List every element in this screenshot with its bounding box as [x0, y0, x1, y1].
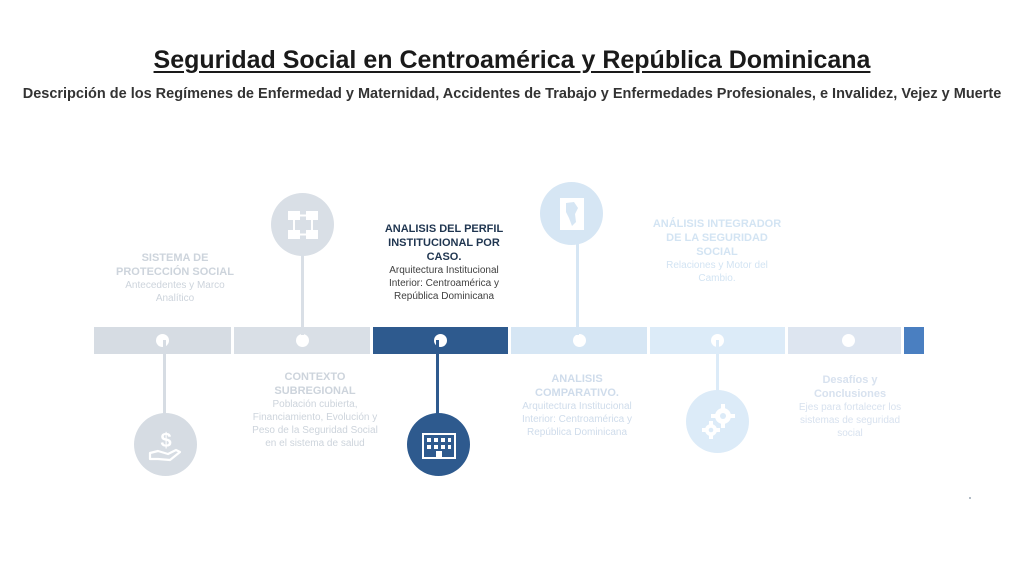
step-6-description: Ejes para fortalecer los sistemas de seguridad social: [798, 402, 902, 439]
step-2-description: Población cubierta, Financiamiento, Evolución y Peso de la Seguridad Social en el sistema de salud: [252, 399, 378, 449]
step-5-label: [652, 217, 782, 285]
timeline-segment-3[interactable]: [373, 327, 508, 354]
svg-text:$: $: [159, 429, 172, 452]
building-icon: [420, 426, 458, 464]
step-5-heading: ANÁLISIS INTEGRADOR DE LA SEGURIDAD SOCIAL: [652, 218, 782, 258]
stem-5: [716, 340, 719, 392]
step-4-description: Arquitectura Institucional Interior: Centroamérica y República Dominicana: [521, 401, 633, 438]
step-4-label: [512, 372, 642, 439]
timeline-end-cap: [904, 327, 924, 354]
step-3-description: Arquitectura Institucional Interior: Centroamérica y República Dominicana: [388, 265, 500, 302]
step-1-label: [110, 251, 240, 305]
page-title: Seguridad Social en Centroamérica y República Dominicana: [153, 46, 871, 74]
step-5-icon-circle[interactable]: [686, 390, 749, 453]
step-6-label: [786, 373, 914, 440]
step-3-icon-circle[interactable]: [407, 413, 470, 476]
step-1-icon-circle[interactable]: [134, 413, 197, 476]
step-4-heading: ANALISIS COMPARATIVO.: [535, 373, 619, 399]
step-2-heading: CONTEXTO SUBREGIONAL: [274, 371, 356, 397]
gears-icon: [698, 402, 738, 442]
step-2-icon-circle[interactable]: [271, 193, 334, 256]
decorative-dot: [969, 497, 971, 499]
segment-marker: [573, 334, 586, 347]
flowchart-icon: [284, 206, 322, 244]
segment-marker: [842, 334, 855, 347]
step-4-icon-circle[interactable]: [540, 182, 603, 245]
step-2-label: [250, 370, 380, 450]
stem-3: [436, 340, 439, 415]
segment-marker: [296, 334, 309, 347]
step-6-heading: Desafíos y Conclusiones: [813, 374, 887, 400]
step-5-description: Relaciones y Motor del Cambio.: [666, 260, 768, 284]
step-3-heading: ANALISIS DEL PERFIL INSTITUCIONAL POR CASO.: [384, 223, 504, 263]
step-3-label: [379, 222, 509, 303]
step-1-description: Antecedentes y Marco Analítico: [125, 280, 225, 304]
stem-1: [163, 340, 166, 415]
money-hand-icon: [146, 425, 186, 465]
step-1-heading: SISTEMA DE PROTECCIÓN SOCIAL: [116, 252, 234, 278]
timeline-segment-6[interactable]: [788, 327, 901, 354]
page-subtitle: Descripción de los Regímenes de Enfermedad y Maternidad, Accidentes de Trabajo y Enfermedades Profesionales, e Invalidez, Vejez y Muerte: [22, 86, 1002, 102]
stem-2: [301, 253, 304, 335]
timeline-segment-4[interactable]: [511, 327, 647, 354]
map-icon: [554, 194, 590, 234]
stem-4: [576, 240, 579, 335]
